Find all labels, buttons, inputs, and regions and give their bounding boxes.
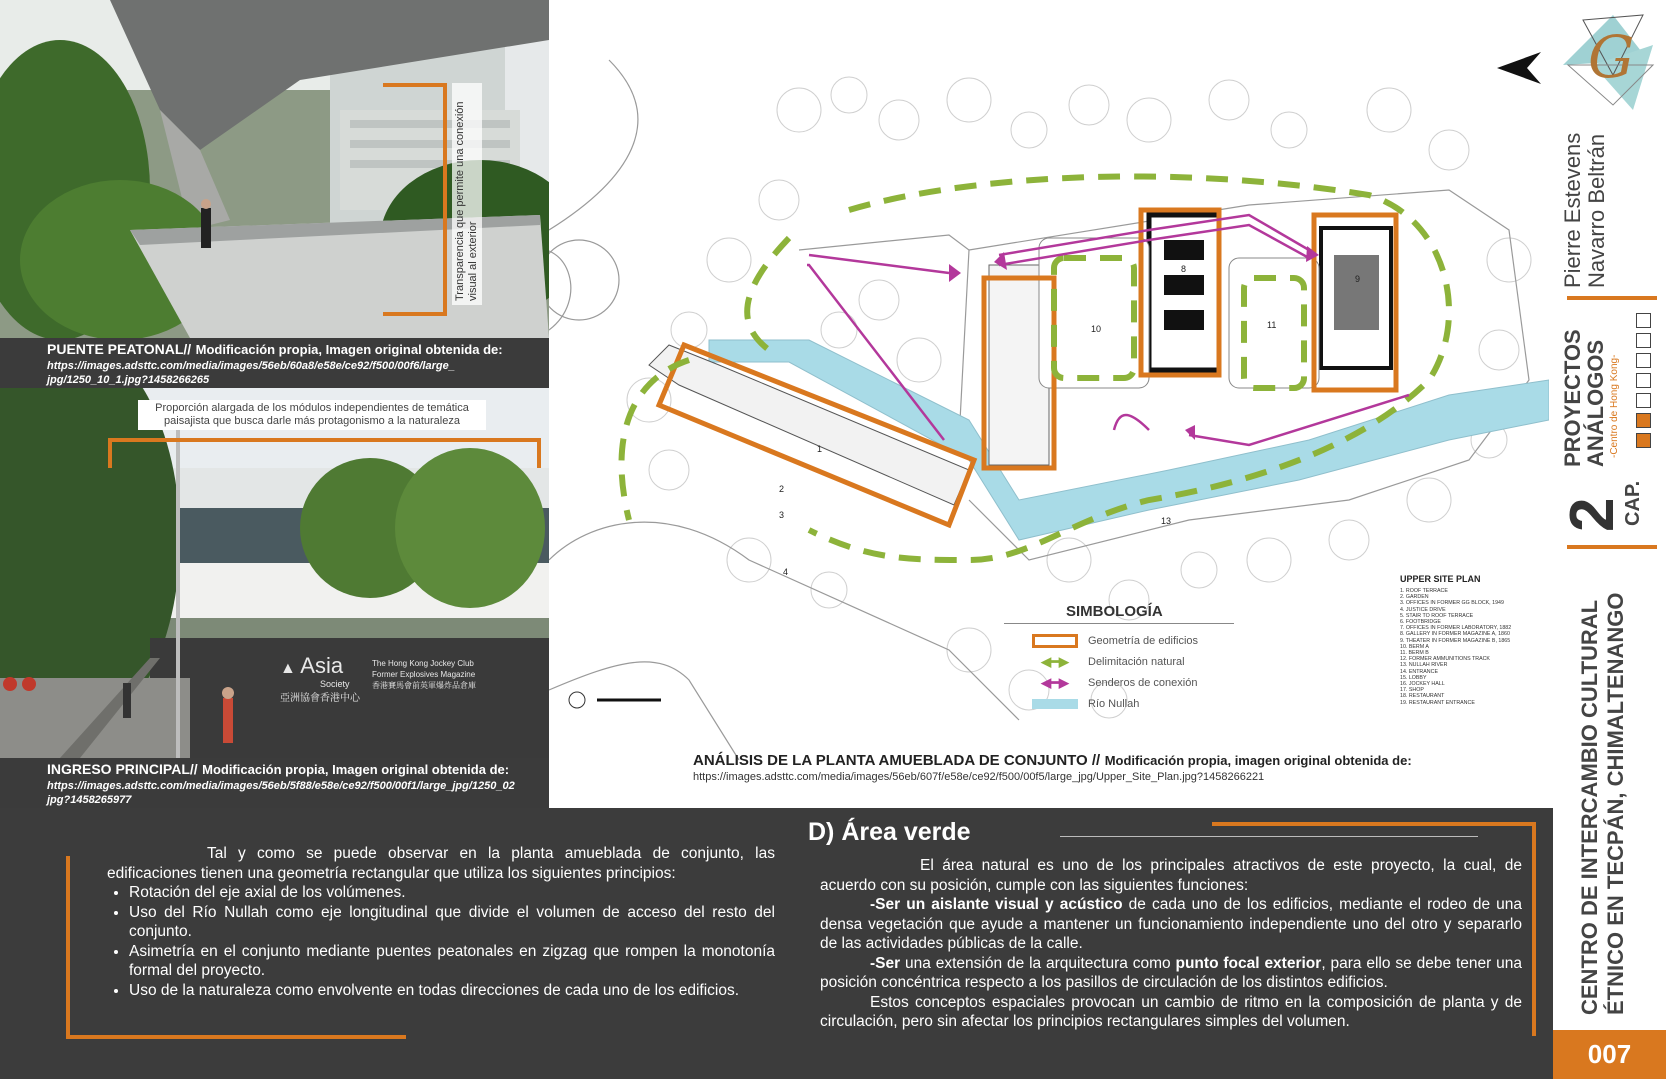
entrance-note: Proporción alargada de los módulos independientes de temática paisajista que busca darle más protagonismo a la naturaleza bbox=[138, 400, 486, 430]
bridge-caption-url-cont[interactable]: jpg/1250_10_1.jpg?1458266265 bbox=[47, 374, 210, 386]
progress-square bbox=[1636, 353, 1651, 368]
project-title-2: ÉTNICO EN TECPÁN, CHIMALTENANGO bbox=[1603, 592, 1628, 1015]
site-plan-key-item: 14. ENTRANCE bbox=[1400, 668, 1438, 675]
logo-letter: G bbox=[1588, 23, 1635, 91]
green-area-p3-bold2: punto focal exterior bbox=[1175, 954, 1322, 972]
entrance-caption-title: INGRESO PRINCIPAL// bbox=[47, 761, 198, 777]
bridge-caption-title: PUENTE PEATONAL// bbox=[47, 341, 192, 357]
legend bbox=[1004, 603, 1234, 714]
site-plan-key-item: 5. STAIR TO ROOF TERRACE bbox=[1400, 612, 1474, 619]
site-plan-key-list bbox=[1400, 588, 1540, 706]
site-plan-key-title: UPPER SITE PLAN bbox=[1400, 574, 1481, 584]
plan-label-9: 9 bbox=[1355, 274, 1361, 284]
sign-magazine: Former Explosives Magazine bbox=[372, 670, 476, 679]
site-plan-key-item: 16. JOCKEY HALL bbox=[1400, 681, 1445, 688]
principles-list bbox=[107, 883, 775, 1000]
project-title bbox=[1577, 593, 1629, 1015]
legend-item-natural: Delimitación natural bbox=[1088, 655, 1185, 668]
back-arrow-icon[interactable] bbox=[1497, 52, 1543, 88]
principle-item: • Uso del Río Nullah como eje longitudinal que divide el volumen de acceso del resto del conjunto. bbox=[129, 903, 775, 942]
green-area-p3: , para ello se debe tener una posición concéntrica respecto a los pasillos de circulación de los distintos edificios. bbox=[820, 954, 1523, 991]
site-plan-key-item: 18. RESTAURANT bbox=[1400, 693, 1445, 700]
green-area-p4: Estos conceptos espaciales provocan un cambio de ritmo en la composición de planta y de circulación, pero sin afectar los principios rectangulares simples del volumen. bbox=[820, 993, 1522, 1030]
entrance-caption-url[interactable]: https://images.adsttc.com/media/images/56eb/5f88/e58e/ce92/f500/00f1/large_jpg/1250_02 bbox=[47, 780, 515, 792]
legend-river-swatch bbox=[1032, 699, 1078, 709]
green-area-p1: El área natural es uno de los principales atractivos de este proyecto, la cual, de acuerdo con su posición, cumple con las siguientes funciones: bbox=[820, 857, 1522, 894]
site-plan-key-item: 8. GALLERY IN FORMER MAGAZINE A, 1860 bbox=[1400, 631, 1510, 638]
progress-square bbox=[1636, 393, 1651, 408]
principle-item: • Asimetría en el conjunto mediante puentes peatonales en zigzag que rompen la monotonía formal del proyecto. bbox=[129, 942, 775, 981]
chapter-title-2: ANÁLOGOS bbox=[1583, 339, 1608, 467]
plan-caption-url[interactable]: https://images.adsttc.com/media/images/56eb/607f/e58e/ce92/f500/00f5/large_jpg/Upper_Site_Plan.jpg?1458266221 bbox=[693, 771, 1265, 783]
author-name bbox=[1561, 133, 1609, 288]
progress-square-filled bbox=[1636, 433, 1651, 448]
sidebar-divider-bottom bbox=[1567, 545, 1657, 549]
author-line-2: Navarro Beltrán bbox=[1584, 133, 1609, 288]
legend-item-river: Río Nullah bbox=[1088, 697, 1140, 710]
sign-asia: Asia bbox=[300, 653, 344, 678]
legend-green-arrow-icon: ◀━▶ bbox=[1041, 653, 1069, 669]
entrance-caption-subtitle: Modificación propia, Imagen original obtenida de: bbox=[202, 762, 510, 777]
legend-building-swatch bbox=[1032, 634, 1078, 648]
page-number-box bbox=[1553, 1030, 1666, 1079]
sidebar bbox=[1553, 0, 1666, 1079]
site-plan-key-item: 12. FORMER AMMUNITIONS TRACK bbox=[1400, 656, 1490, 663]
green-area-p3-mid: una extensión de la arquitectura como bbox=[900, 954, 1176, 972]
bottom-panel bbox=[0, 808, 1553, 1079]
green-area-p3-bold: -Ser bbox=[870, 954, 901, 972]
chapter-subtitle: -Centro de Hong Kong- bbox=[1609, 354, 1620, 458]
site-plan-key-item: 10. BERM A bbox=[1400, 643, 1429, 650]
plan-label-1: 1 bbox=[817, 444, 823, 454]
project-title-1: CENTRO DE INTERCAMBIO CULTURAL bbox=[1577, 599, 1602, 1015]
chapter-number: 2 bbox=[1558, 497, 1627, 532]
bridge-caption-subtitle: Modificación propia, Imagen original obtenida de: bbox=[195, 342, 503, 357]
progress-square bbox=[1636, 333, 1651, 348]
north-arrow-icon bbox=[569, 692, 585, 708]
legend-item-buildings: Geometría de edificios bbox=[1088, 634, 1199, 647]
entrance-bracket bbox=[108, 438, 541, 468]
plan-caption-title: ANÁLISIS DE LA PLANTA AMUEBLADA DE CONJUNTO // bbox=[693, 752, 1101, 769]
chapter-progress bbox=[1636, 313, 1652, 448]
site-plan-key-item: 3. OFFICES IN FORMER GG BLOCK, 1949 bbox=[1400, 600, 1504, 607]
sidebar-divider-top bbox=[1567, 296, 1657, 300]
legend-title: SIMBOLOGÍA bbox=[1066, 603, 1163, 620]
entrance-caption-url-cont[interactable]: jpg?1458265977 bbox=[47, 794, 132, 806]
green-area-text bbox=[820, 856, 1522, 1032]
plan-label-10: 10 bbox=[1091, 324, 1102, 334]
site-plan bbox=[549, 0, 1549, 808]
asia-society-logo-icon: ▲ bbox=[280, 660, 296, 677]
chapter-label: CAP. bbox=[1622, 480, 1644, 526]
sign-chinese-2: 香港賽馬會前英軍爆炸品倉庫 bbox=[372, 681, 476, 690]
site-plan-key-item: 1. ROOF TERRACE bbox=[1400, 588, 1448, 594]
bridge-bracket bbox=[383, 83, 447, 316]
site-plan-key-item: 7. OFFICES IN FORMER LABORATORY, 1882 bbox=[1400, 625, 1512, 632]
principles-intro: Tal y como se puede observar en la planta amueblada de conjunto, las edificaciones tienen una geometría rectangular que utiliza los siguientes principios: bbox=[107, 845, 775, 882]
sign-jockey: The Hong Kong Jockey Club bbox=[372, 659, 474, 668]
plan-label-11: 11 bbox=[1267, 320, 1277, 330]
site-plan-key bbox=[1400, 574, 1540, 706]
plan-label-8: 8 bbox=[1181, 264, 1187, 274]
sign-chinese: 亞洲協會香港中心 bbox=[280, 693, 360, 704]
site-plan-key-item: 2. GARDEN bbox=[1400, 594, 1429, 601]
progress-square bbox=[1636, 313, 1651, 328]
logo-icon bbox=[1553, 5, 1666, 115]
plan-label-2: 2 bbox=[779, 484, 785, 494]
green-area-p2-bold: -Ser un aislante visual y acústico bbox=[870, 896, 1123, 913]
sign-society: Society bbox=[320, 679, 350, 689]
progress-square bbox=[1636, 373, 1651, 388]
site-plan-key-item: 9. THEATER IN FORMER MAGAZINE B, 1865 bbox=[1400, 637, 1511, 644]
site-plan-key-item: 4. JUSTICE DRIVE bbox=[1400, 606, 1446, 613]
entrance-caption bbox=[0, 758, 549, 808]
author-line-1: Pierre Estevens bbox=[1560, 132, 1585, 288]
site-plan-key-item: 13. NULLAH RIVER bbox=[1400, 662, 1448, 669]
site-plan-key-item: 6. FOOTBRIDGE bbox=[1400, 619, 1441, 626]
principles-text bbox=[107, 844, 775, 1000]
legend-item-paths: Senderos de conexión bbox=[1088, 676, 1198, 689]
plan-label-13: 13 bbox=[1161, 516, 1172, 526]
plan-label-3: 3 bbox=[779, 510, 785, 520]
legend-magenta-arrow-icon: ◀━▶ bbox=[1041, 674, 1069, 690]
principle-item: • Uso de la naturaleza como envolvente en todas direcciones de cada uno de los edificios. bbox=[129, 981, 775, 1001]
progress-square-filled bbox=[1636, 413, 1651, 428]
site-plan-key-item: 19. RESTAURANT ENTRANCE bbox=[1400, 699, 1475, 706]
section-heading: D) Área verde bbox=[808, 818, 971, 846]
chapter-title-1: PROYECTOS bbox=[1560, 329, 1585, 467]
page-number: 007 bbox=[1587, 1039, 1632, 1069]
plan-label-4: 4 bbox=[783, 567, 789, 577]
site-plan-key-item: 11. BERM B bbox=[1400, 650, 1429, 657]
green-area-p2: de cada uno de los edificios, mediante el rodeo de una densa vegetación que ayude a mantener un funcionamiento independiente uno del otro y separarlo de las actividades públicas de la calle. bbox=[820, 896, 1523, 952]
bridge-caption-url[interactable]: https://images.adsttc.com/media/images/56eb/60a8/e58e/ce92/f500/00f6/large_ bbox=[47, 360, 455, 372]
bridge-vertical-note: Transparencia que permite una conexión visual al exterior bbox=[452, 83, 482, 305]
site-plan-key-item: 15. LOBBY bbox=[1400, 674, 1427, 681]
plan-caption-subtitle: Modificación propia, imagen original obtenida de: bbox=[1104, 753, 1412, 768]
principle-item: • Rotación del eje axial de los volúmenes. bbox=[129, 883, 775, 903]
chapter-title bbox=[1561, 329, 1607, 467]
bridge-caption bbox=[0, 338, 549, 388]
site-plan-key-item: 17. SHOP bbox=[1400, 687, 1424, 694]
